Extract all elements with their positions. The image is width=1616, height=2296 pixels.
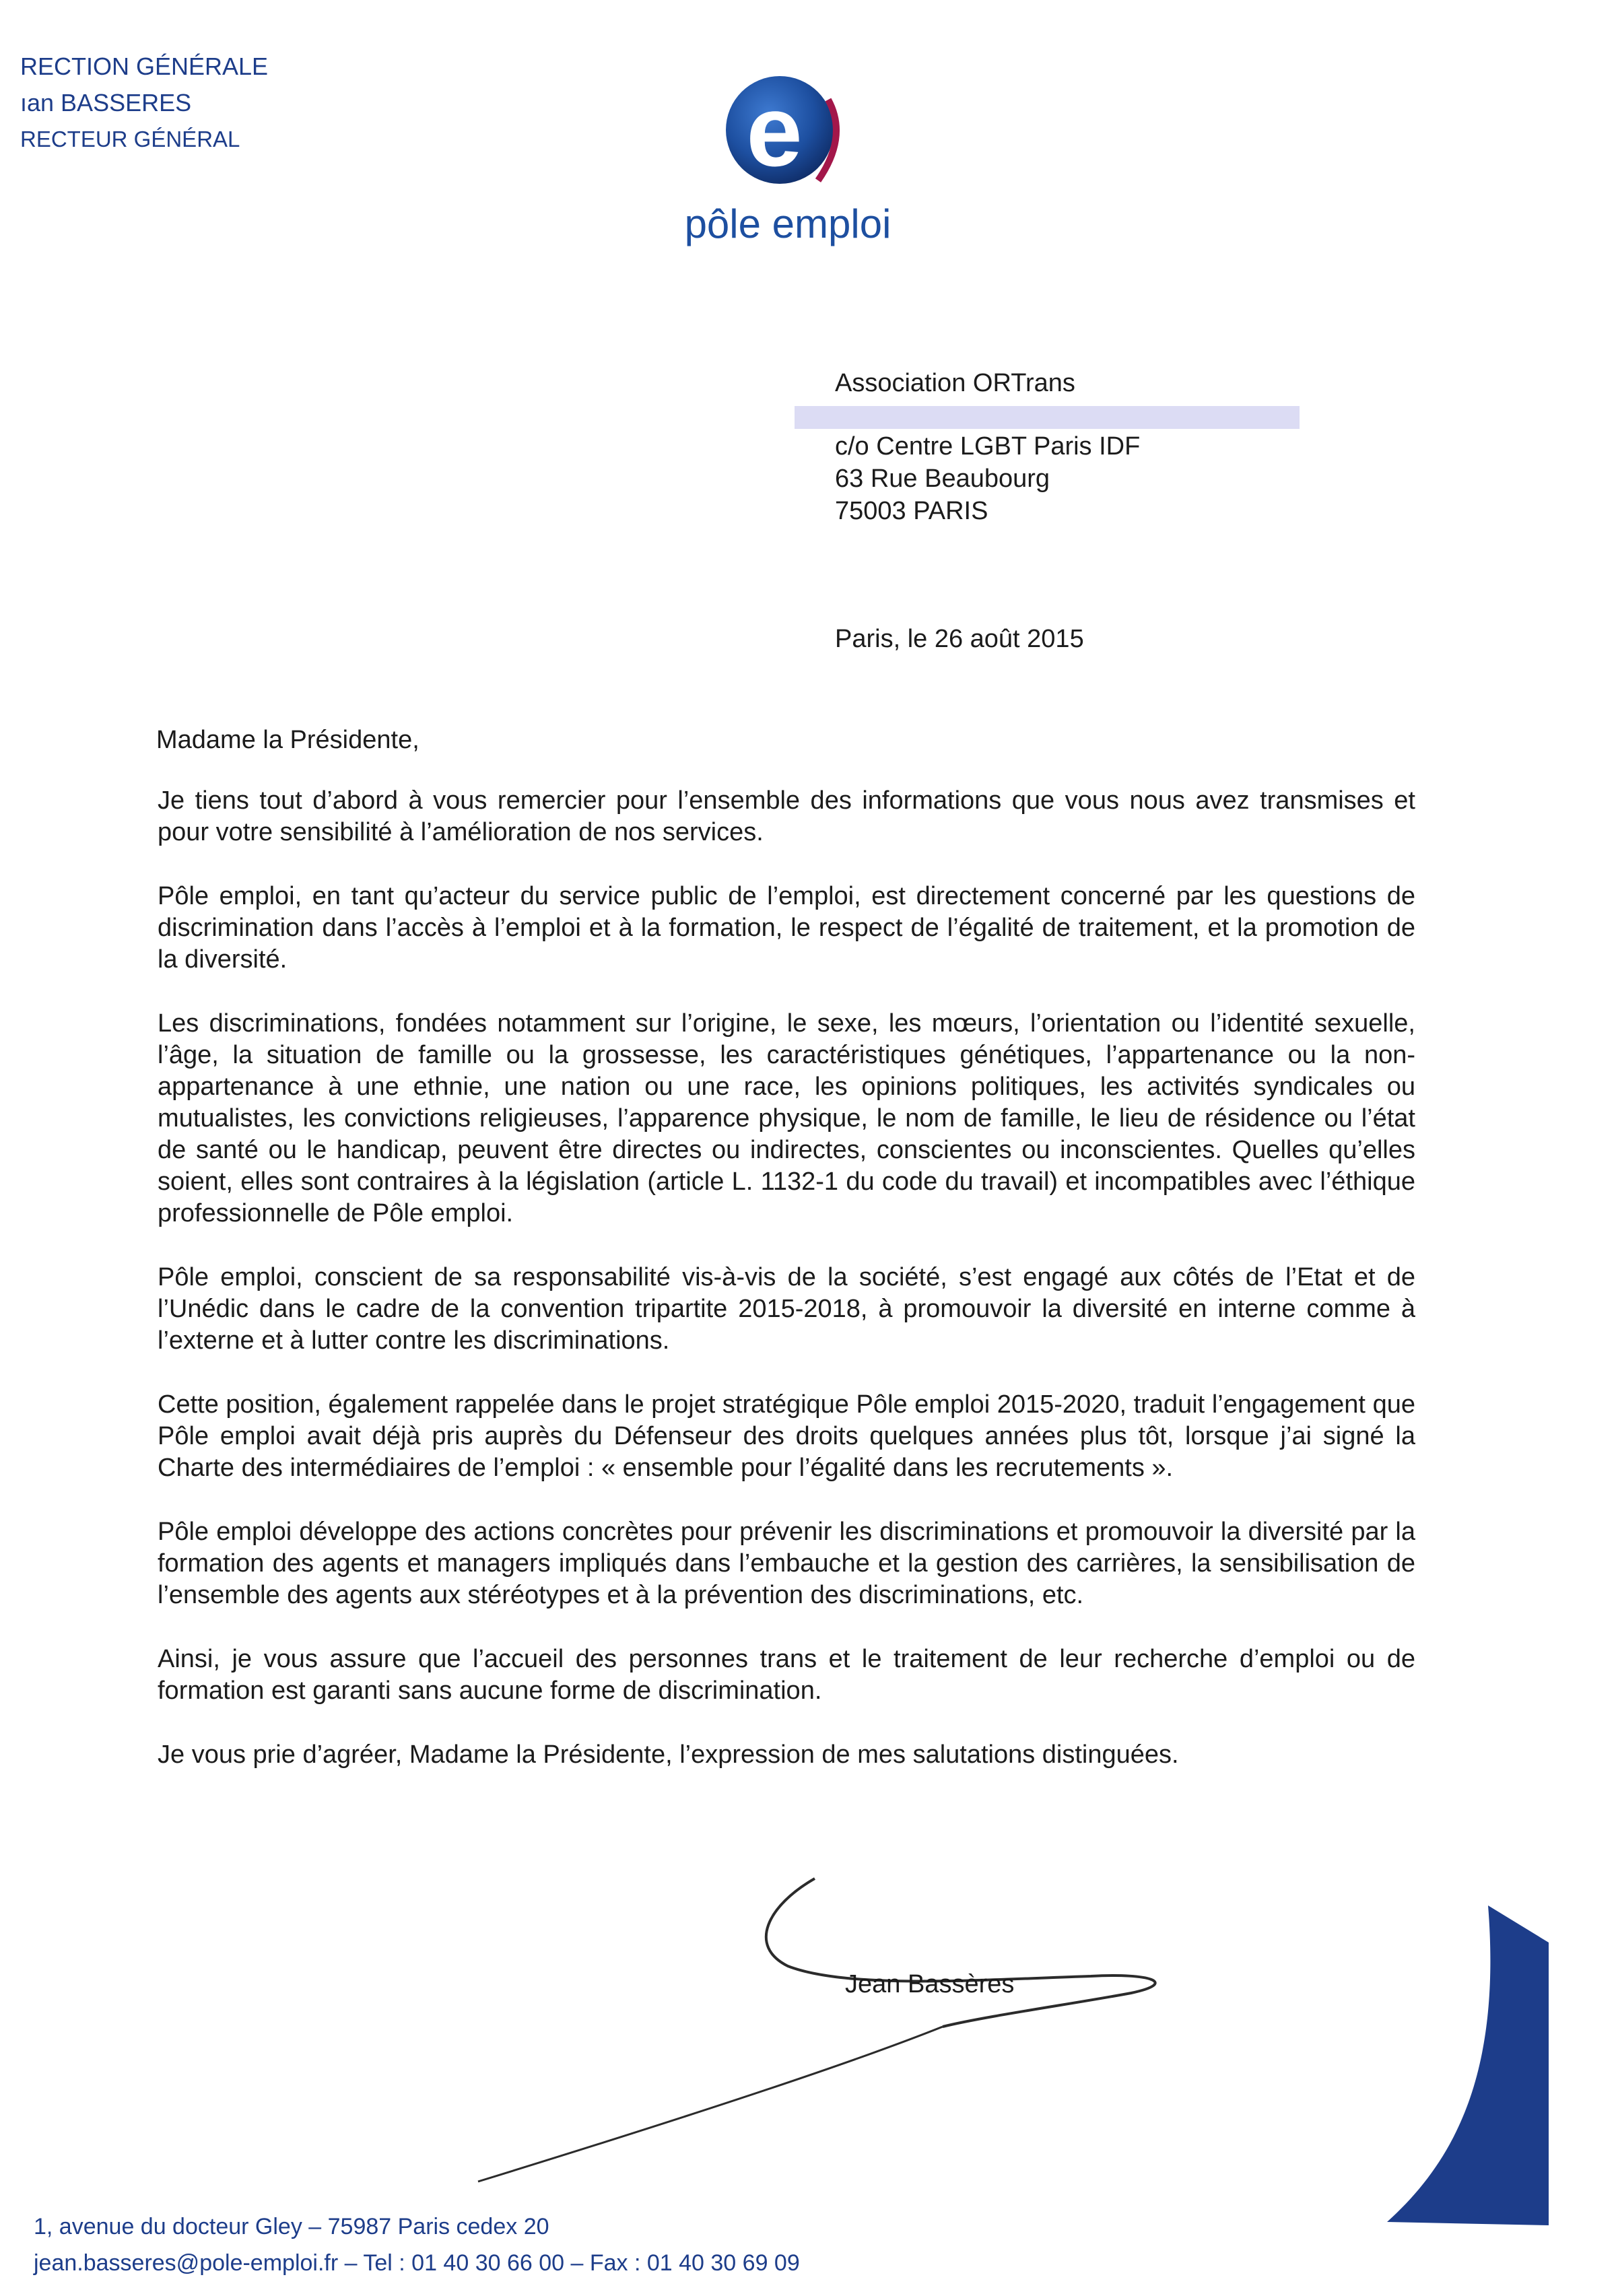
paragraph-5: Cette position, également rappelée dans le projet stratégique Pôle emploi 2015-2020, traduit l’engagement que Pôle emploi avait déjà pris auprès du Défenseur des droits quelques années plus tôt, lorsque j’ai signé la Charte des intermédiaires de l’emploi : « ensemble pour l’égalité dans les recrutements ».	[158, 1390, 1415, 1482]
logo-brand: pôle emploi	[684, 201, 891, 246]
sender-role: RECTEUR GÉNÉRAL	[20, 127, 240, 151]
paragraph-4: Pôle emploi, conscient de sa responsabilité vis-à-vis de la société, s’est engagé aux côtés de l’Etat et de l’Unédic dans le cadre de la convention tripartite 2015-2018, à promouvoir la diversité en interne comme à l’externe et à lutter contre les discriminations.	[158, 1263, 1415, 1355]
sender-direction: RECTION GÉNÉRALE	[20, 53, 269, 80]
recipient-address	[835, 367, 1140, 527]
paragraph-3: Les discriminations, fondées notamment sur l’origine, le sexe, les mœurs, l’orientation ou l’identité sexuelle, l’âge, la situation de famille ou la grossesse, les caractéristiques génétiques, l’appartenance ou la non-appartenance à une ethnie, une nation ou une race, les opinions politiques, les activités syndicales ou mutualistes, les convictions religieuses, l’apparence physique, le nom de famille, le lieu de résidence ou l’état de santé ou le handicap, peuvent être directes ou indirectes, conscientes ou inconscientes. Quelles qu’elles soient, elles sont contraires à la législation (article L. 1132-1 du code du travail) et incompatibles avec l’éthique professionnelle de Pôle emploi.	[158, 1009, 1415, 1227]
letter-body	[158, 785, 1415, 1803]
logo-letter: e	[746, 74, 803, 187]
paragraph-7: Ainsi, je vous assure que l’accueil des personnes trans et le traitement de leur recherche d’emploi ou de formation est garanti sans aucune forme de discrimination.	[158, 1645, 1415, 1705]
footer-contact: jean.basseres@pole-emploi.fr – Tel : 01 40 30 66 00 – Fax : 01 40 30 69 09	[34, 2250, 800, 2276]
recipient-line-4: 75003 PARIS	[835, 497, 988, 525]
recipient-line-3: 63 Rue Beaubourg	[835, 465, 1050, 493]
handwritten-signature	[471, 1858, 1246, 2208]
salutation: Madame la Présidente,	[156, 726, 419, 754]
recipient-line-1: Association ORTrans	[835, 369, 1075, 397]
signer-name: Jean Bassères	[845, 1970, 1015, 1998]
redaction-bar	[795, 406, 1300, 429]
recipient-line-2: c/o Centre LGBT Paris IDF	[835, 432, 1141, 461]
footer-address: 1, avenue du docteur Gley – 75987 Paris cedex 20	[34, 2214, 549, 2239]
footer	[34, 2208, 800, 2281]
paragraph-2: Pôle emploi, en tant qu’acteur du service public de l’emploi, est directement concerné par les questions de discrimination dans l’accès à l’emploi et à la formation, le respect de l’égalité de traitement, et la promotion de la diversité.	[158, 882, 1415, 974]
corner-decoration	[1374, 1905, 1576, 2242]
sender-name: ıan BASSERES	[20, 89, 192, 116]
sender-header	[20, 48, 268, 158]
pole-emploi-logo	[667, 73, 909, 268]
closing-paragraph: Je vous prie d’agréer, Madame la Présidente, l’expression de mes salutations distinguées.	[158, 1741, 1179, 1769]
paragraph-1: Je tiens tout d’abord à vous remercier pour l’ensemble des informations que vous nous avez transmises et pour votre sensibilité à l’amélioration de nos services.	[158, 786, 1415, 846]
paragraph-6: Pôle emploi développe des actions concrètes pour prévenir les discriminations et promouvoir la diversité par la formation des agents et managers impliqués dans l’embauche et la gestion des carrières, la sensibilisation de l’ensemble des agents aux stéréotypes et à la prévention des discriminations, etc.	[158, 1518, 1415, 1609]
letter-date: Paris, le 26 août 2015	[835, 625, 1084, 653]
